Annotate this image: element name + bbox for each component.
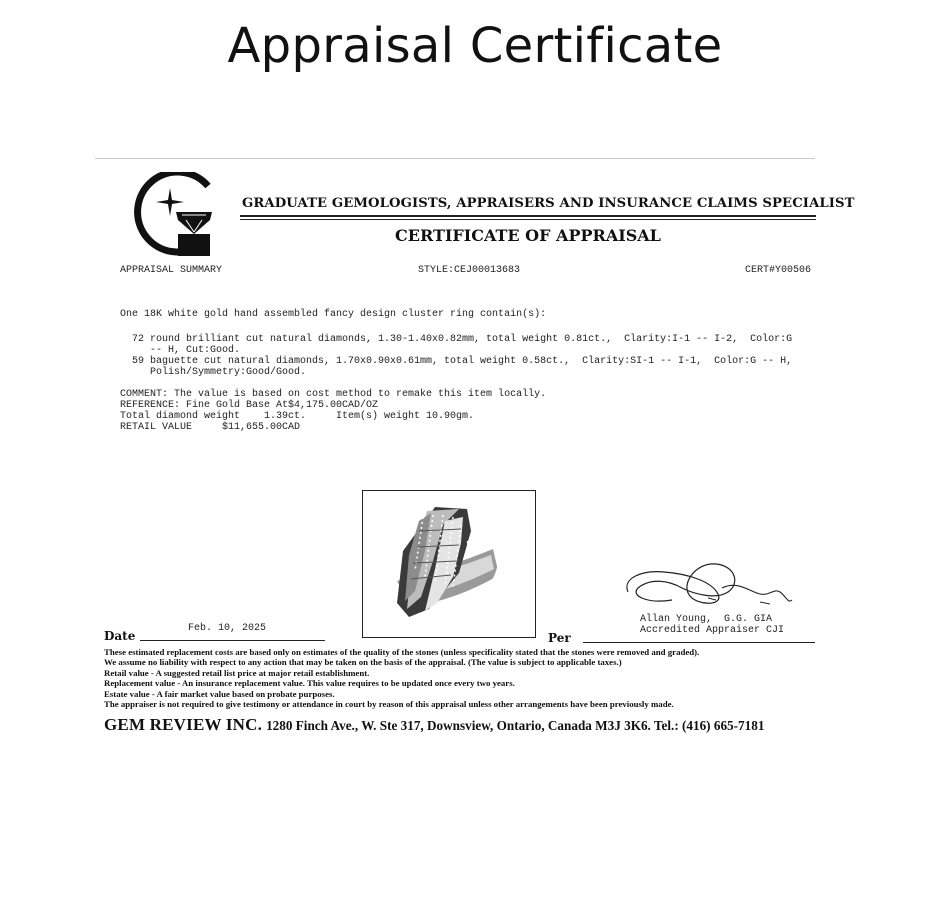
company-name: GEM REVIEW INC.	[104, 715, 263, 734]
disclaimer-line: Replacement value - An insurance replacement value. This value requires to be updated once every two years.	[104, 678, 515, 689]
certificate-number: CERT#Y00506	[745, 265, 812, 276]
gem-logo-icon	[130, 172, 218, 260]
appraisal-summary-label: APPRAISAL SUMMARY	[120, 265, 223, 276]
signature-scribble-icon	[620, 548, 800, 618]
ring-photo	[362, 490, 536, 638]
disclaimer-block	[104, 647, 824, 709]
appraiser-title: Accredited Appraiser CJI	[640, 625, 785, 636]
date-label: Date	[104, 629, 136, 643]
company-address: 1280 Finch Ave., W. Ste 317, Downsview, Ontario, Canada M3J 3K6. Tel.: (416) 665-7181	[266, 718, 765, 733]
stone-line: -- H, Cut:Good.	[120, 345, 241, 356]
style-number: STYLE:CEJ00013683	[418, 265, 521, 276]
comment-line: COMMENT: The value is based on cost method to remake this item locally.	[120, 389, 547, 400]
total-weight-line: Total diamond weight 1.39ct. Item(s) weight 10.90gm.	[120, 411, 475, 422]
date-line	[140, 640, 325, 641]
header-rule	[240, 215, 816, 217]
retail-value-line: RETAIL VALUE $11,655.00CAD	[120, 422, 301, 433]
disclaimer-line: We assume no liability with respect to any action that may be taken on the basis of the appraisal. (The value is subject to applicable taxes.)	[104, 657, 622, 668]
header-rule-thin	[240, 219, 816, 220]
organization-header: GRADUATE GEMOLOGISTS, APPRAISERS AND INSURANCE CLAIMS SPECIALIST	[242, 196, 855, 211]
date-value: Feb. 10, 2025	[188, 623, 267, 634]
company-footer	[104, 715, 764, 735]
signature-line	[583, 642, 815, 643]
top-divider	[95, 158, 815, 159]
appraiser-name: Allan Young, G.G. GIA	[640, 614, 773, 625]
stone-line: 59 baguette cut natural diamonds, 1.70x0.90x0.61mm, total weight 0.58ct., Clarity:SI-1 -- I-1, Color:G -- H,	[120, 356, 793, 367]
certificate-title: CERTIFICATE OF APPRAISAL	[395, 226, 661, 245]
disclaimer-line: Retail value - A suggested retail list price at major retail establishment.	[104, 667, 370, 678]
stone-line: 72 round brilliant cut natural diamonds, 1.30-1.40x0.82mm, total weight 0.81ct., Clarity:I-1 -- I-2, Color:G	[120, 334, 793, 345]
reference-line: REFERENCE: Fine Gold Base At$4,175.00CAD/OZ	[120, 400, 379, 411]
disclaimer-line: The appraiser is not required to give testimony or attendance in court by reason of this appraisal unless other arrangements have been previously made.	[104, 699, 674, 710]
disclaimer-line: Estate value - A fair market value based on probate purposes.	[104, 688, 335, 699]
ring-image-icon	[363, 491, 535, 637]
item-description: One 18K white gold hand assembled fancy design cluster ring contain(s):	[120, 309, 547, 320]
page-title: Appraisal Certificate	[227, 18, 723, 74]
stone-line: Polish/Symmetry:Good/Good.	[120, 367, 307, 378]
disclaimer-line: These estimated replacement costs are based only on estimates of the quality of the stones (unless specificality stated that the stones were removed and graded).	[104, 647, 700, 657]
per-label: Per	[548, 631, 571, 645]
